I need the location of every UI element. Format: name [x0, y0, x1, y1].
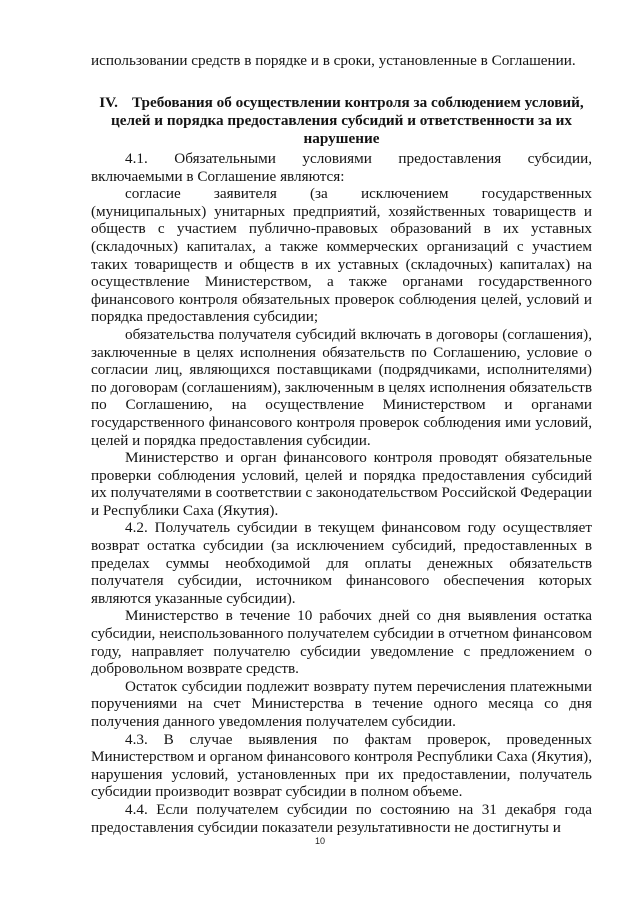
paragraph-4-1: 4.1. Обязательными условиями предоставления субсидии, включаемыми в Соглашение являются:	[91, 150, 592, 185]
paragraph-4-2: 4.2. Получатель субсидии в текущем финансовом году осуществляет возврат остатка субсидии (за исключением субсидий, предоставленных в пределах суммы необходимой для оплаты денежных обязательств получателя субсидии, источником финансового обеспечения которых являются указанные субсидии).	[91, 519, 592, 607]
paragraph-4-4: 4.4. Если получателем субсидии по состоянию на 31 декабря года предоставления субсидии показатели результативности не достигнуты и	[91, 800, 592, 836]
section-title: Требования об осуществлении контроля за соблюдением условий, целей и порядка предоставления субсидий и ответственности за их нарушение	[110, 94, 584, 147]
section-number: IV.	[99, 94, 118, 111]
paragraph-notification: Министерство в течение 10 рабочих дней со дня выявления остатка субсидии, неиспользованного получателем субсидии в отчетном финансовом году, направляет получателю субсидии уведомление с предложением о добровольном возврате средств.	[91, 607, 592, 678]
section-heading	[91, 94, 592, 148]
section-body	[91, 150, 592, 836]
paragraph-obligations: обязательства получателя субсидий включать в договоры (соглашения), заключенные в целях исполнения обязательств по Соглашению, условие о согласии лиц, являющихся поставщиками (подрядчиками, исполнителями) по договорам (соглашениям), заключенным в целях исполнения обязательств по Соглашению, на осуществление Министерством и органами государственного финансового контроля проверок соблюдения ими условий, целей и порядка предоставления субсидии.	[91, 325, 592, 449]
paragraph-consent: согласие заявителя (за исключением государственных (муниципальных) унитарных предприятий, хозяйственных товариществ и обществ с участием публично-правовых образований в их уставных (складочных) капиталах, а также коммерческих организаций с участием таких товариществ и обществ в их уставных (складочных) капиталах) на осуществление Министерством, а также органами государственного финансового контроля обязательных проверок соблюдения целей, условий и порядка предоставления субсидии;	[91, 185, 592, 326]
continued-text-line: использовании средств в порядке и в сроки, установленные в Соглашении.	[91, 52, 576, 69]
paragraph-return: Остаток субсидии подлежит возврату путем перечисления платежными поручениями на счет Министерства в течение одного месяца со дня получения данного уведомления получателем субсидии.	[91, 677, 592, 730]
page-number: 10	[314, 836, 325, 846]
paragraph-4-3: 4.3. В случае выявления по фактам проверок, проведенных Министерством и органом финансового контроля Республики Саха (Якутия), нарушения условий, установленных при их предоставлении, получатель субсидии производит возврат субсидии в полном объеме.	[91, 730, 592, 801]
paragraph-inspections: Министерство и орган финансового контроля проводят обязательные проверки соблюдения условий, целей и порядка предоставления субсидий их получателями в соответствии с законодательством Российской Федерации и Республики Саха (Якутия).	[91, 449, 592, 519]
